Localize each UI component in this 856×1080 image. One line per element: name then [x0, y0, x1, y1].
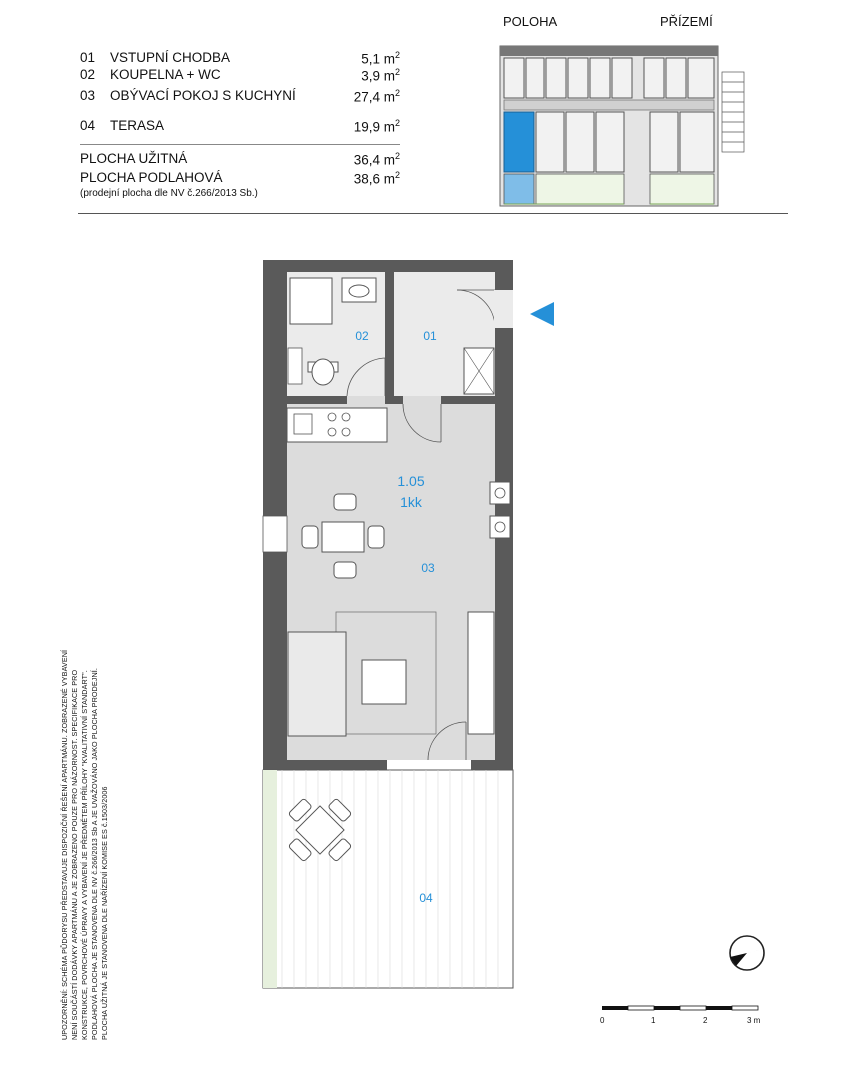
- entrance-arrow-icon: [530, 302, 554, 326]
- tv-unit: [468, 612, 494, 734]
- room-label-04: 04: [419, 891, 433, 905]
- room-label-02: 02: [355, 329, 369, 343]
- legend-divider: [80, 144, 400, 145]
- unit-type: 1kk: [400, 494, 422, 510]
- basin: [342, 278, 376, 302]
- room-label-03: 03: [421, 561, 435, 575]
- sofa: [288, 632, 346, 736]
- legend-row: 02 KOUPELNA + WC 3,9 $m^2$: [80, 67, 400, 84]
- unit-number: 1.05: [397, 473, 425, 489]
- dining-table: [322, 522, 364, 552]
- legend-total-row: PLOCHA UŽITNÁ 36,4 $m^2$: [80, 151, 400, 168]
- scale-label: 1: [651, 1016, 656, 1025]
- disclaimer-text: UPOZORNĚNÍ: SCHÉMA PŮDORYSU PŘEDSTAVUJE DISPOZIČNÍ ŘEŠENÍ APARTMÁNU. ZOBRAZENÉ VYBAVENÍ NENÍ SOUČÁSTÍ DODÁVKY APARTMÁNU A JE ZOBRAZENO POUZE PRO NÁZORNOST. SPECIFIKACE PRO KONSTRUKCE, POVRCHOVÉ ÚPRAVY A VYBAVENÍ JE PŘEDMĚTEM PŘÍLOHY "KVALITATIVNÍ STANDART". PODLAHOVÁ PLOCHA JE STANOVENA DLE NV č.266/2013 Sb A JE UVAŽOVÁNO JAKO PLOCHA PRODEJNÍ. PLOCHA UŽITNÁ JE STANOVENA DLE NAŘÍZENÍ KOMISE ES č.1503/2006: [60, 649, 109, 1040]
- scale-label: 3 m: [747, 1016, 761, 1025]
- header-divider: [78, 213, 788, 214]
- location-key-plan: [496, 42, 756, 208]
- north-arrow-icon: [724, 930, 770, 976]
- shower: [290, 278, 332, 324]
- legend-row: 04 TERASA 19,9 $m^2$: [80, 118, 400, 135]
- scale-label: 2: [703, 1016, 708, 1025]
- legend-note: (prodejní plocha dle NV č.266/2013 Sb.): [80, 188, 258, 199]
- floor-plan: [250, 250, 570, 995]
- scale-label: 0: [600, 1016, 605, 1025]
- floor-heading: PŘÍZEMÍ: [660, 14, 713, 29]
- poloha-heading: POLOHA: [503, 14, 558, 29]
- legend-row: 01 VSTUPNÍ CHODBA 5,1 $m^2$: [80, 50, 400, 67]
- coffee-table: [362, 660, 406, 704]
- scale-bar: [596, 1000, 768, 1016]
- legend-row: 03 OBÝVACÍ POKOJ S KUCHYNÍ 27,4 $m^2$: [80, 88, 400, 105]
- legend-total-row: PLOCHA PODLAHOVÁ 38,6 $m^2$: [80, 170, 400, 187]
- kitchen-counter: [287, 408, 387, 442]
- highlighted-unit: [504, 112, 534, 172]
- room-label-01: 01: [423, 329, 437, 343]
